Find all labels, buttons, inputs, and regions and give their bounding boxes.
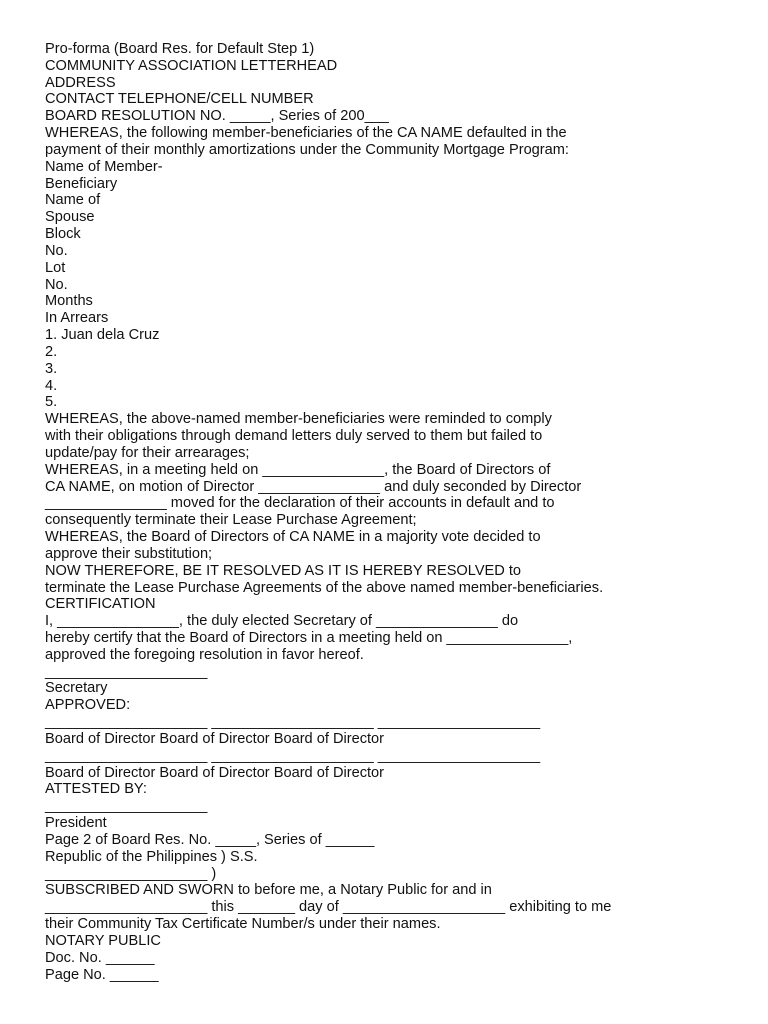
whereas-meeting-line: consequently terminate their Lease Purchase Agreement;: [45, 512, 417, 529]
whereas-meeting-line: WHEREAS, in a meeting held on _______________, the Board of Directors of: [45, 461, 551, 478]
approved-label: APPROVED:: [45, 697, 131, 714]
whereas-majority-line: WHEREAS, the Board of Directors of CA NAME in a majority vote decided to: [45, 529, 541, 546]
table-header-label: Months: [45, 293, 93, 310]
subscribed-line: SUBSCRIBED AND SWORN to before me, a Notary Public for and in: [45, 882, 492, 899]
resolved-line: NOW THEREFORE, BE IT RESOLVED AS IT IS HEREBY RESOLVED to: [45, 562, 522, 579]
president-label: President: [45, 815, 107, 832]
page2-reference: Page 2 of Board Res. No. _____, Series of ______: [45, 831, 375, 848]
whereas-reminded-line: with their obligations through demand letters duly served to them but failed to: [45, 428, 543, 445]
secretary-label: Secretary: [45, 680, 108, 697]
certification-title: CERTIFICATION: [45, 596, 156, 613]
whereas-default-line: WHEREAS, the following member-beneficiaries of the CA NAME defaulted in the: [45, 125, 567, 142]
whereas-meeting-line: _______________ moved for the declaration of their accounts in default and to: [45, 495, 555, 512]
certification-line: hereby certify that the Board of Directors in a meeting held on _______________,: [45, 629, 573, 646]
whereas-reminded-line: WHEREAS, the above-named member-beneficiaries were reminded to comply: [45, 411, 552, 428]
table-header-label: Name of: [45, 192, 101, 209]
table-header-label: No.: [45, 242, 68, 259]
certification-line: approved the foregoing resolution in favor hereof.: [45, 646, 364, 663]
certification-line: I, _______________, the duly elected Secretary of _______________ do: [45, 613, 519, 630]
republic-line: Republic of the Philippines ) S.S.: [45, 848, 258, 865]
table-header-label: Name of Member-: [45, 158, 163, 175]
table-row: 3.: [45, 360, 58, 377]
whereas-meeting-line: CA NAME, on motion of Director _______________ and duly seconded by Director: [45, 478, 582, 495]
director-names: Board of Director Board of Director Board of Director: [45, 764, 385, 781]
doc-number: Doc. No. ______: [45, 949, 155, 966]
attested-label: ATTESTED BY:: [45, 781, 147, 798]
director-names: Board of Director Board of Director Board of Director: [45, 730, 385, 747]
table-header-label: Block: [45, 226, 81, 243]
notary-public-label: NOTARY PUBLIC: [45, 932, 161, 949]
table-row: 5.: [45, 394, 58, 411]
this-day-line: ____________________ this _______ day of ____________________ exhibiting to me: [45, 899, 612, 916]
letterhead: COMMUNITY ASSOCIATION LETTERHEAD: [45, 57, 338, 74]
president-signature-line: ____________________: [45, 798, 208, 815]
ctc-line: their Community Tax Certificate Number/s under their names.: [45, 916, 441, 933]
table-row: 1. Juan dela Cruz: [45, 327, 160, 344]
resolved-line: terminate the Lease Purchase Agreements of the above named member-beneficiaries.: [45, 579, 604, 596]
city-line: ____________________ ): [45, 865, 217, 882]
contact-number: CONTACT TELEPHONE/CELL NUMBER: [45, 91, 314, 108]
table-header-label: Lot: [45, 259, 66, 276]
whereas-default-line: payment of their monthly amortizations under the Community Mortgage Program:: [45, 141, 569, 158]
resolution-number: BOARD RESOLUTION NO. _____, Series of 200___: [45, 108, 389, 125]
proforma-title: Pro-forma (Board Res. for Default Step 1): [45, 41, 315, 57]
document-page: [45, 41, 745, 983]
whereas-reminded-line: update/pay for their arrearages;: [45, 444, 250, 461]
director-signature-lines: ____________________ ____________________ ____________________: [45, 714, 541, 731]
page-number: Page No. ______: [45, 966, 159, 983]
table-header-label: Beneficiary: [45, 175, 118, 192]
table-header-label: In Arrears: [45, 310, 109, 327]
director-signature-lines: ____________________ ____________________ ____________________: [45, 747, 541, 764]
table-row: 2.: [45, 343, 58, 360]
address: ADDRESS: [45, 74, 116, 91]
secretary-signature-line: ____________________: [45, 663, 208, 680]
table-row: 4.: [45, 377, 58, 394]
whereas-majority-line: approve their substitution;: [45, 545, 213, 562]
table-header-label: No.: [45, 276, 68, 293]
table-header-label: Spouse: [45, 209, 95, 226]
